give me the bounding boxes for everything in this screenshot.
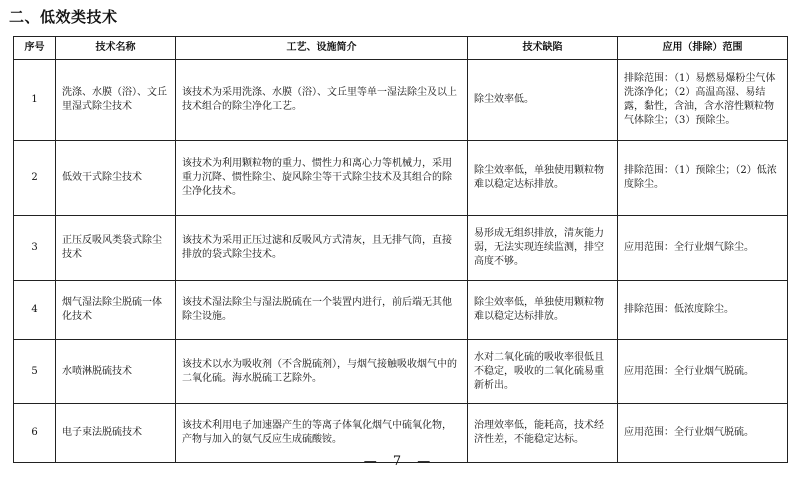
header-technology-name: 技术名称 <box>56 37 176 60</box>
page-number: — 7 — <box>363 454 437 469</box>
table-row <box>14 340 788 404</box>
low-efficiency-technology-table <box>13 36 788 463</box>
technology-name: 正压反吸风类袋式除尘技术 <box>56 216 176 281</box>
section-title: 二、低效类技术 <box>9 8 118 26</box>
technical-defect: 治理效率低，能耗高，技术经济性差，不能稳定达标。 <box>468 404 618 463</box>
table-row <box>14 216 788 281</box>
technical-defect: 易形成无组织排放，清灰能力弱，无法实现连续监测，排空高度不够。 <box>468 216 618 281</box>
header-application-scope: 应用（排除）范围 <box>618 37 788 60</box>
technology-name: 烟气湿法除尘脱硫一体化技术 <box>56 281 176 340</box>
application-scope: 应用范围：全行业烟气脱硫。 <box>618 404 788 463</box>
application-scope: 排除范围：（1）易燃易爆粉尘气体洗涤净化；（2）高温高湿、易结露，黏性，含油，含水溶性颗粒物气体除尘；（3）预除尘。 <box>618 60 788 141</box>
process-intro: 该技术为利用颗粒物的重力、惯性力和离心力等机械力，采用重力沉降、惯性除尘、旋风除尘等干式除尘技术及其组合的除尘净化技术。 <box>176 141 468 216</box>
process-intro: 该技术为采用正压过滤和反吸风方式清灰，且无排气筒，直接排放的袋式除尘技术。 <box>176 216 468 281</box>
row-index: 5 <box>14 340 56 404</box>
process-intro: 该技术以水为吸收剂（不含脱硫剂），与烟气接触吸收烟气中的二氧化硫。海水脱硫工艺除外。 <box>176 340 468 404</box>
technical-defect: 除尘效率低。 <box>468 60 618 141</box>
technical-defect: 水对二氧化硫的吸收率很低且不稳定，吸收的二氧化硫易重新析出。 <box>468 340 618 404</box>
application-scope: 排除范围：低浓度除尘。 <box>618 281 788 340</box>
row-index: 4 <box>14 281 56 340</box>
table-row <box>14 60 788 141</box>
process-intro: 该技术为采用洗涤、水膜（浴）、文丘里等单一湿法除尘及以上技术组合的除尘净化工艺。 <box>176 60 468 141</box>
process-intro: 该技术利用电子加速器产生的等离子体氧化烟气中硫氧化物，产物与加入的氨气反应生成硫酸铵。 <box>176 404 468 463</box>
header-index: 序号 <box>14 37 56 60</box>
technical-defect: 除尘效率低，单独使用颗粒物难以稳定达标排放。 <box>468 141 618 216</box>
application-scope: 应用范围：全行业烟气除尘。 <box>618 216 788 281</box>
technology-name: 洗涤、水膜（浴）、文丘里湿式除尘技术 <box>56 60 176 141</box>
technology-name: 电子束法脱硫技术 <box>56 404 176 463</box>
process-intro: 该技术湿法除尘与湿法脱硫在一个装置内进行，前后端无其他除尘设施。 <box>176 281 468 340</box>
technology-name: 水喷淋脱硫技术 <box>56 340 176 404</box>
table-row <box>14 141 788 216</box>
technology-name: 低效干式除尘技术 <box>56 141 176 216</box>
technical-defect: 除尘效率低，单独使用颗粒物难以稳定达标排放。 <box>468 281 618 340</box>
table-row <box>14 281 788 340</box>
header-process-intro: 工艺、设施简介 <box>176 37 468 60</box>
row-index: 1 <box>14 60 56 141</box>
row-index: 2 <box>14 141 56 216</box>
row-index: 3 <box>14 216 56 281</box>
row-index: 6 <box>14 404 56 463</box>
application-scope: 应用范围：全行业烟气脱硫。 <box>618 340 788 404</box>
table-header-row <box>14 37 788 60</box>
application-scope: 排除范围：（1）预除尘；（2）低浓度除尘。 <box>618 141 788 216</box>
header-technical-defect: 技术缺陷 <box>468 37 618 60</box>
